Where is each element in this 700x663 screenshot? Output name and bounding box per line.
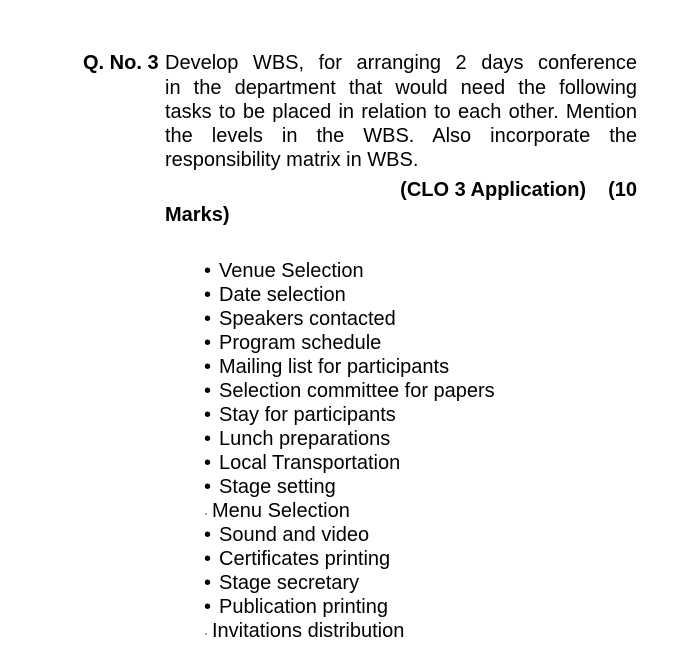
task-text: Stay for participants xyxy=(219,404,396,426)
task-item xyxy=(204,379,495,403)
task-text: Speakers contacted xyxy=(219,308,396,330)
task-text: Local Transportation xyxy=(219,452,401,474)
bullet-icon: • xyxy=(204,284,212,306)
task-text: Stage secretary xyxy=(219,572,360,594)
bullet-icon: • xyxy=(204,452,212,474)
bullet-icon: • xyxy=(204,404,212,426)
bullet-icon: • xyxy=(204,476,212,498)
question-line: in the department that would need the following xyxy=(165,77,637,99)
task-text: Menu Selection xyxy=(212,500,350,522)
task-list xyxy=(204,259,495,643)
question-number: Q. No. 3 xyxy=(83,52,159,74)
question-line: Develop WBS, for arranging 2 days conference xyxy=(165,52,637,74)
task-item xyxy=(204,475,495,499)
task-text: Publication printing xyxy=(219,596,388,618)
marks-label: Marks) xyxy=(165,204,230,226)
task-item xyxy=(204,523,495,547)
task-text: Mailing list for participants xyxy=(219,356,450,378)
bullet-icon: • xyxy=(204,380,212,402)
bullet-icon: · xyxy=(204,626,208,640)
bullet-icon: • xyxy=(204,260,212,282)
task-item xyxy=(204,355,495,379)
bullet-icon: • xyxy=(204,428,212,450)
clo-text: (CLO 3 Application) xyxy=(400,179,587,201)
bullet-icon: • xyxy=(204,596,212,618)
task-text: Lunch preparations xyxy=(219,428,391,450)
task-item xyxy=(204,571,495,595)
clo-label xyxy=(165,179,637,202)
bullet-icon: • xyxy=(204,332,212,354)
task-item xyxy=(204,547,495,571)
question-line: responsibility matrix in WBS. xyxy=(165,149,419,171)
bullet-icon: • xyxy=(204,572,212,594)
task-text: Certificates printing xyxy=(219,548,391,570)
bullet-icon: • xyxy=(204,356,212,378)
question-line: the levels in the WBS. Also incorporate the xyxy=(165,125,637,147)
task-item xyxy=(204,259,495,283)
marks-value: (10 xyxy=(608,179,637,201)
task-text: Selection committee for papers xyxy=(219,380,495,402)
task-text: Venue Selection xyxy=(219,260,364,282)
bullet-icon: • xyxy=(204,524,212,546)
task-item xyxy=(204,403,495,427)
task-text: Stage setting xyxy=(219,476,336,498)
task-text: Program schedule xyxy=(219,332,382,354)
task-item xyxy=(204,331,495,355)
task-item xyxy=(204,283,495,307)
task-item xyxy=(204,595,495,619)
task-item xyxy=(204,427,495,451)
task-text: Invitations distribution xyxy=(212,620,405,642)
question-line: tasks to be placed in relation to each other. Mention xyxy=(165,101,637,123)
task-item xyxy=(204,619,495,643)
task-item xyxy=(204,499,495,523)
bullet-icon: • xyxy=(204,548,212,570)
task-text: Date selection xyxy=(219,284,346,306)
task-text: Sound and video xyxy=(219,524,370,546)
task-item xyxy=(204,451,495,475)
bullet-icon: • xyxy=(204,308,212,330)
task-item xyxy=(204,307,495,331)
bullet-icon: · xyxy=(204,506,208,520)
